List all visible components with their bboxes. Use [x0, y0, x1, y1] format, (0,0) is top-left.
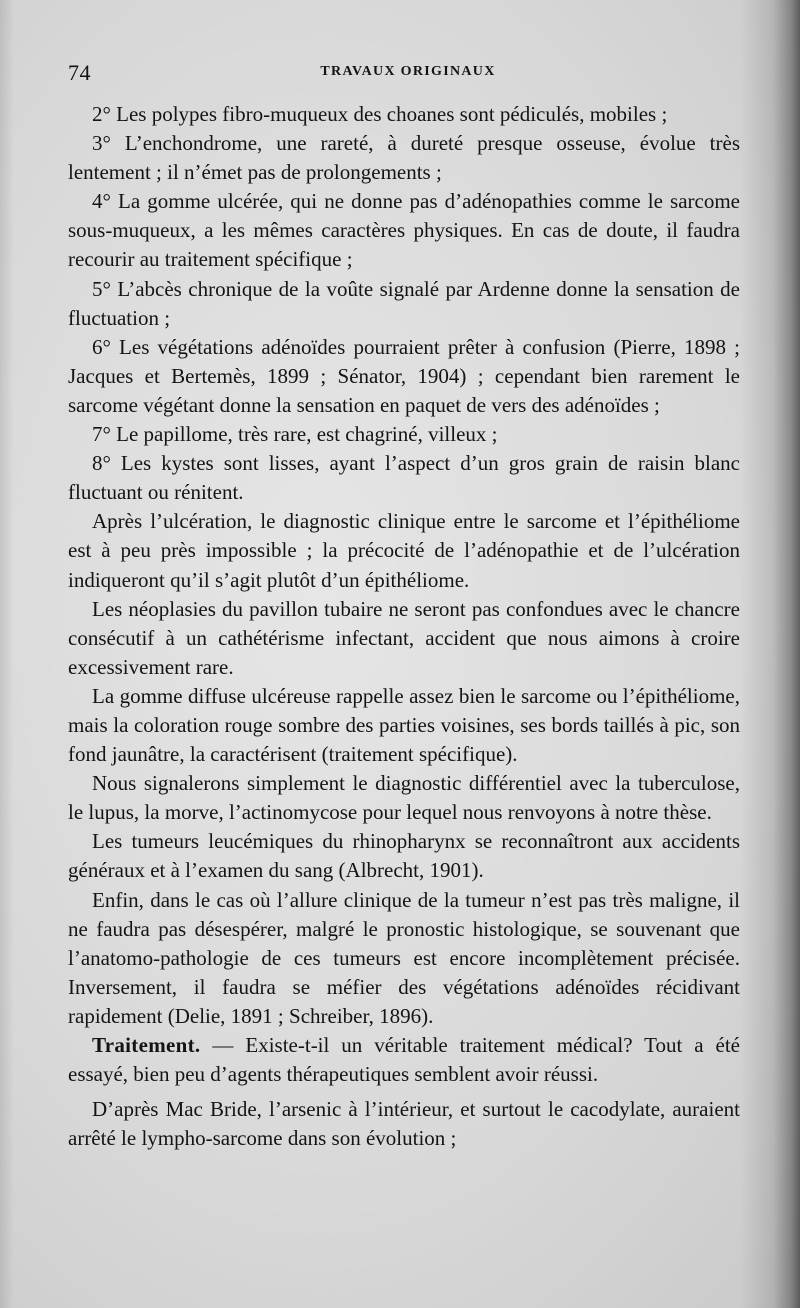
- list-item-enchondrome: 3° L’enchondrome, une rareté, à dureté presque osseuse, évolue très lentement ; il n’émet pas de prolongements ;: [68, 131, 740, 185]
- paragraph-diagnostic-differentiel: Nous signalerons simplement le diagnostic différentiel avec la tuberculose, le lupus, la morve, l’actinomycose pour lequel nous renvoyons à notre thèse.: [68, 771, 740, 825]
- paragraph-neoplasies: Les néoplasies du pavillon tubaire ne seront pas confondues avec le chancre consécutif à un cathétérisme infectant, accident que nous aimons à croire excessivement rare.: [68, 596, 740, 679]
- list-item-papillome: 7° Le papillome, très rare, est chagriné, villeux ;: [92, 422, 498, 447]
- paragraph-gomme-diffuse: La gomme diffuse ulcéreuse rappelle assez bien le sarcome ou l’épithéliome, mais la coloration rouge sombre des parties voisines, ses bords taillés à pic, son fond jaunâtre, la caractérisent (traitement spécifique).: [68, 683, 740, 767]
- section-heading-traitement: Traitement.: [92, 1033, 201, 1057]
- paragraph-ulceration: Après l’ulcération, le diagnostic clinique entre le sarcome et l’épithéliome est à peu près impossible ; la précocité de l’adénopathie et de l’ulcération indiqueront qu’il s’agit plutôt d’un épithéliome.: [68, 509, 740, 592]
- paragraph-mac-bride: D’après Mac Bride, l’arsenic à l’intérieur, et surtout le cacodylate, auraient arrêté le lympho-sarcome dans son évolution ;: [68, 1097, 740, 1151]
- paragraph-enfin: Enfin, dans le cas où l’allure clinique de la tumeur n’est pas très maligne, il ne faudra pas désespérer, malgré le pronostic histologique, se souvenant que l’anatomo-pathologie de ces tumeurs est encore incomplètement précisée. Inversement, il faudra se méfier des végétations adénoïdes récidivant rapidement (Delie, 1891 ; Schreiber, 1896).: [68, 887, 740, 1028]
- gutter-shadow: [740, 0, 800, 1308]
- page-header: [68, 60, 748, 88]
- list-item-gomme-ulceree: 4° La gomme ulcérée, qui ne donne pas d’adénopathies comme le sarcome sous-muqueux, a les mêmes caractères physiques. En cas de doute, il faudra recourir au traitement spécifique ;: [68, 189, 740, 272]
- page-number: 74: [68, 60, 91, 85]
- running-title: TRAVAUX ORIGINAUX: [320, 64, 496, 79]
- list-item-vegetations: 6° Les végétations adénoïdes pourraient prêter à confusion (Pierre, 1898 ; Jacques et Bertemès, 1899 ; Sénator, 1904) ; cependant bien rarement le sarcome végétant donne la sensation en paquet de vers des adénoïdes ;: [68, 334, 740, 417]
- list-item-abces: 5° L’abcès chronique de la voûte signalé par Ardenne donne la sensation de fluctuation ;: [68, 276, 740, 330]
- list-item-polypes: 2° Les polypes fibro-muqueux des choanes sont pédiculés, mobiles ;: [92, 102, 668, 126]
- page-left-edge: [0, 0, 14, 1308]
- body-text: [68, 100, 740, 1153]
- paragraph-tumeurs-leucemiques: Les tumeurs leucémiques du rhinopharynx se reconnaîtront aux accidents généraux et à l’examen du sang (Albrecht, 1901).: [68, 829, 740, 883]
- list-item-kystes: 8° Les kystes sont lisses, ayant l’aspect d’un gros grain de raisin blanc fluctuant ou rénitent.: [68, 451, 740, 505]
- traitement-text: — Existe-t-il un véritable traitement médical? Tout a été essayé, bien peu d’agents thérapeutiques semblent avoir réussi.: [68, 1033, 740, 1087]
- paragraph-traitement: [68, 1031, 740, 1089]
